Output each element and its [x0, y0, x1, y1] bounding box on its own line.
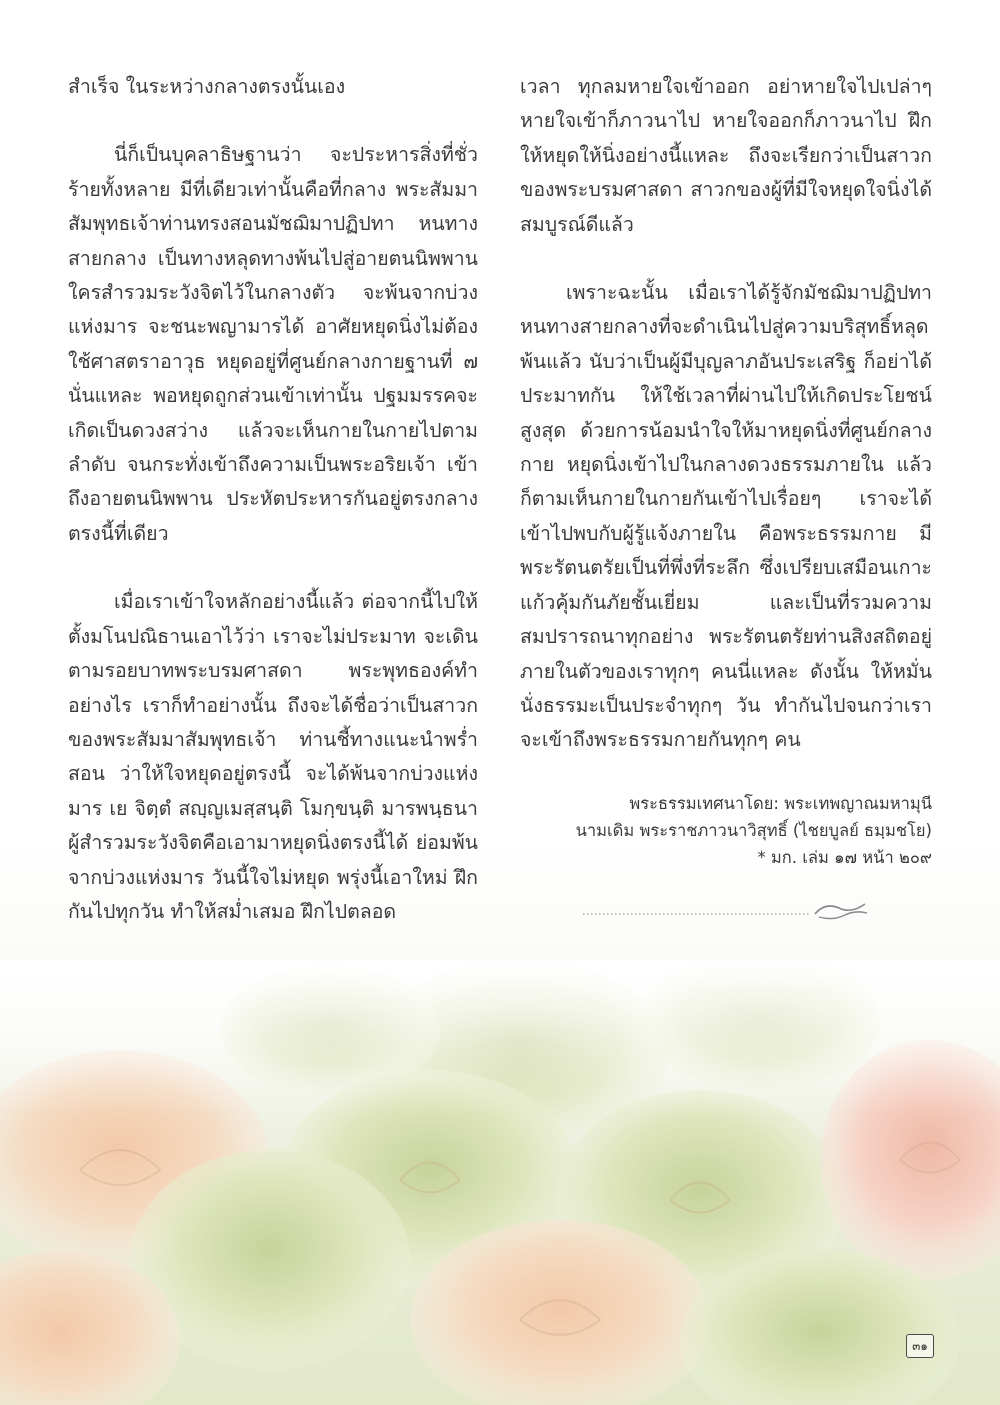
paragraph: นี่ก็เป็นบุคลาธิษฐานว่า จะประหารสิ่งที่ชั่วร้ายทั้งหลาย มีที่เดียวเท่านั้นคือที่กลาง พระสัมมาสัมพุทธเจ้าท่านทรงสอนมัชฌิมาปฏิปทา หนทางสายกลาง เป็นทางหลุดทางพ้นไปสู่อายตนนิพพาน ใครสำรวมระวังจิตไว้ในกลางตัว จะพ้นจากบ่วงแห่งมาร จะชนะพญามารได้ อาศัยหยุดนิ่งไม่ต้องใช้ศาสตราอาวุธ หยุดอยู่ที่ศูนย์กลางกายฐานที่ ๗ นั่นแหละ พอหยุดถูกส่วนเข้าเท่านั้น ปฐมมรรคจะเกิดเป็นดวงสว่าง แล้วจะเห็นกายในกายไปตามลำดับ จนกระทั่งเข้าถึงความเป็นพระอริยเจ้า เข้าถึงอายตนนิพพาน ประหัตประหารกันอยู่ตรงกลางตรงนี้ที่เดียว [68, 143, 478, 545]
paragraph: สำเร็จ ในระหว่างกลางตรงนั้นเอง [68, 75, 346, 98]
credit-source: * มก. เล่ม ๑๗ หน้า ๒๐๙ [757, 848, 932, 867]
paragraph: เวลา ทุกลมหายใจเข้าออก อย่าหายใจไปเปล่าๆ หายใจเข้าก็ภาวนาไป หายใจออกก็ภาวนาไป ฝึกให้หยุดให้นิ่งอย่างนี้แหละ ถึงจะเรียกว่าเป็นสาวกของพระบรมศาสดา สาวกของผู้ที่มีใจหยุดใจนิ่งได้สมบูรณ์ดีแล้ว [520, 75, 932, 236]
paragraph: เพราะฉะนั้น เมื่อเราได้รู้จักมัชฌิมาปฏิปทาหนทางสายกลางที่จะดำเนินไปสู่ความบริสุทธิ์หลุดพ้นแล้ว นับว่าเป็นผู้มีบุญลาภอันประเสริฐ ก็อย่าได้ประมาทกัน ให้ใช้เวลาที่ผ่านไปให้เกิดประโยชน์สูงสุด ด้วยการน้อมนำใจให้มาหยุดนิ่งที่ศูนย์กลางกาย หยุดนิ่งเข้าไปในกลางดวงธรรมภายใน แล้วก็ตามเห็นกายในกายกันเข้าไปเรื่อยๆ เราจะได้เข้าไปพบกับผู้รู้แจ้งภายใน คือพระธรรมกาย มีพระรัตนตรัยเป็นที่พึ่งที่ระลึก ซึ่งเปรียบเสมือนเกาะแก้วคุ้มกันภัยชั้นเยี่ยม และเป็นที่รวมความสมปรารถนาทุกอย่าง พระรัตนตรัยท่านสิงสถิตอยู่ภายในตัวของเราทุกๆ คนนี่แหละ ดังนั้น ให้หมั่นนั่งธรรมะเป็นประจำทุกๆ วัน ทำกันไปจนกว่าเราจะเข้าถึงพระธรรมกายกันทุกๆ คน [520, 281, 932, 752]
page-number: ๓๑ [906, 1334, 934, 1358]
credit-former-name: นามเดิม พระราชภาวนาวิสุทธิ์ (ไชยบูลย์ ธมฺมชโย) [575, 821, 932, 840]
divider-ornament [583, 897, 873, 923]
sermon-credit [520, 790, 932, 871]
right-column [520, 70, 932, 758]
credit-author: พระธรรมเทศนาโดย: พระเทพญาณมหามุนี [629, 794, 932, 813]
paragraph: เมื่อเราเข้าใจหลักอย่างนี้แล้ว ต่อจากนี้ไปให้ตั้งมโนปณิธานเอาไว้ว่า เราจะไม่ประมาท จะเดินตามรอยบาทพระบรมศาสดา พระพุทธองค์ทำอย่างไร เราก็ทำอย่างนั้น ถึงจะได้ชื่อว่าเป็นสาวกของพระสัมมาสัมพุทธเจ้า ท่านชี้ทางแนะนำพร่ำสอน ว่าให้ใจหยุดอยู่ตรงนี้ จะได้พ้นจากบ่วงแห่งมาร เย จิตฺตํ สญฺญเมสฺสนฺติ โมกฺขนฺติ มารพนฺธนา ผู้สำรวมระวังจิตคือเอามาหยุดนิ่งตรงนี้ได้ ย่อมพ้นจากบ่วงแห่งมาร วันนี้ใจไม่หยุด พรุ่งนี้เอาใหม่ ฝึกกันไปทุกวัน ทำให้สม่ำเสมอ ฝึกไปตลอด [68, 590, 478, 923]
left-column [68, 70, 478, 929]
